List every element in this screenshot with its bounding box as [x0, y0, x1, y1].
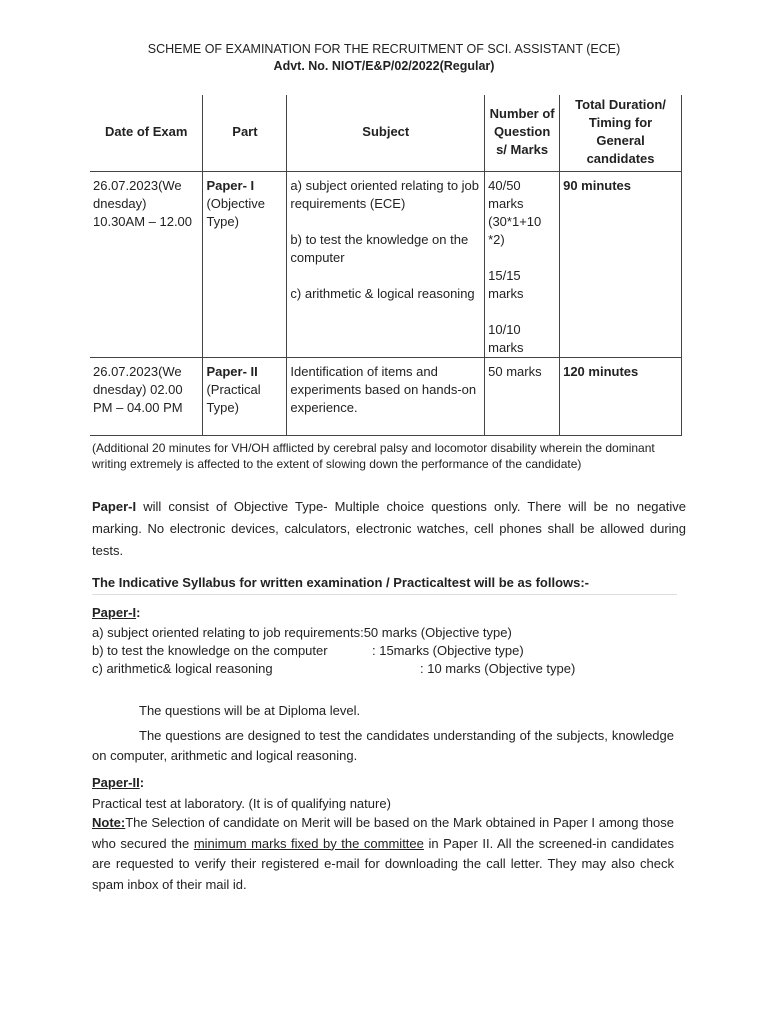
syllabus-item-c-marks: : 10 marks (Objective type) — [420, 661, 576, 676]
header-subject: Subject — [287, 95, 485, 172]
row2-marks: 50 marks — [485, 358, 560, 436]
row1-subject-b: b) to test the knowledge on the computer — [290, 232, 469, 265]
list-item — [92, 660, 692, 678]
list-item — [92, 642, 692, 660]
row1-part-type: (Objective Type) — [206, 196, 265, 229]
row1-duration: 90 minutes — [560, 172, 682, 358]
header-part: Part — [203, 95, 287, 172]
document-title: SCHEME OF EXAMINATION FOR THE RECRUITMENT OF SCI. ASSISTANT (ECE) — [147, 42, 621, 56]
row2-date: 26.07.2023(We dnesday) 02.00 PM – 04.00 PM — [90, 358, 203, 436]
note-underlined-text: minimum marks fixed by the committee — [193, 835, 424, 851]
row2-part-title: Paper- II — [206, 364, 258, 379]
row2-subject: Identification of items and experiments based on hands-on experience. — [287, 358, 485, 436]
note-label: Note: — [92, 815, 126, 830]
paper2-heading — [92, 772, 144, 794]
list-item — [92, 624, 692, 642]
table-header-row — [90, 95, 682, 172]
paper1-description — [92, 496, 686, 562]
note-text-1: The Selection of candidate on Merit will be based on the Mark obtained in Paper I among those who secured the — [92, 815, 674, 851]
header-number: Number of Question s/ Marks — [485, 95, 560, 172]
paper1-text: will consist of Objective Type- Multiple choice questions only. There will be no negative marking. No electronic devices, calculators, electronic watches, cell phones shall be allowed during tests. — [92, 499, 686, 558]
paper1-heading-text: Paper-I — [92, 605, 137, 620]
paper1-lead: Paper-I — [92, 499, 137, 514]
syllabus-item-c: c) arithmetic& logical reasoning — [92, 661, 273, 676]
paper2-description: Practical test at laboratory. (It is of qualifying nature) — [92, 796, 391, 811]
table-row — [90, 172, 682, 358]
paper2-heading-colon: : — [139, 775, 145, 790]
syllabus-item-b-marks: : 15marks (Objective type) — [372, 643, 524, 658]
table-row — [90, 358, 682, 436]
syllabus-heading: The Indicative Syllabus for written examination / Practicaltest will be as follows:- — [92, 572, 677, 595]
row1-marks — [485, 172, 560, 358]
exam-scheme-table — [90, 95, 682, 436]
row1-subject-a: a) subject oriented relating to job requirements (ECE) — [290, 178, 480, 211]
advertisement-number: Advt. No. NIOT/E&P/02/2022(Regular) — [273, 59, 495, 73]
header-date: Date of Exam — [90, 95, 203, 172]
additional-time-note: (Additional 20 minutes for VH/OH afflicted by cerebral palsy and locomotor disability wherein the dominant writing extremely is affected to the extent of slowing down the performance of the candidate) — [92, 441, 655, 471]
diploma-level-line: The questions will be at Diploma level. — [139, 703, 361, 718]
row1-marks-a: 40/50 marks (30*1+10 *2) — [488, 178, 542, 247]
row1-part — [203, 172, 287, 358]
syllabus-item-a: a) subject oriented relating to job requirements:50 marks (Objective type) — [92, 625, 512, 640]
row1-date: 26.07.2023(We dnesday) 10.30AM – 12.00 — [90, 172, 203, 358]
paper1-heading-colon: : — [136, 605, 141, 620]
row1-marks-b: 15/15 marks — [488, 268, 524, 301]
paper2-heading-text: Paper-II — [92, 775, 140, 790]
note-text-2: in Paper II. All the screened-in candidates are requested to verify their registered e-mail for downloading the call letter. They may also check spam inbox of their mail id. — [92, 835, 674, 892]
paper1-heading — [92, 602, 140, 624]
syllabus-list — [92, 624, 692, 678]
syllabus-item-b: b) to test the knowledge on the computer — [92, 643, 328, 658]
header-duration: Total Duration/ Timing for General candidates — [560, 95, 682, 172]
questions-designed-line: The questions are designed to test the candidates understanding of the subjects, knowledge on computer, arithmetic and logical reasoning. — [92, 728, 674, 763]
row2-part-type: (Practical Type) — [206, 382, 261, 415]
row2-duration: 120 minutes — [560, 358, 682, 436]
row1-marks-c: 10/10 marks — [488, 322, 524, 355]
row1-subject-c: c) arithmetic & logical reasoning — [290, 286, 475, 301]
selection-note — [92, 813, 674, 895]
row2-part — [203, 358, 287, 436]
row1-part-title: Paper- I — [206, 178, 255, 193]
row1-subject — [287, 172, 485, 358]
